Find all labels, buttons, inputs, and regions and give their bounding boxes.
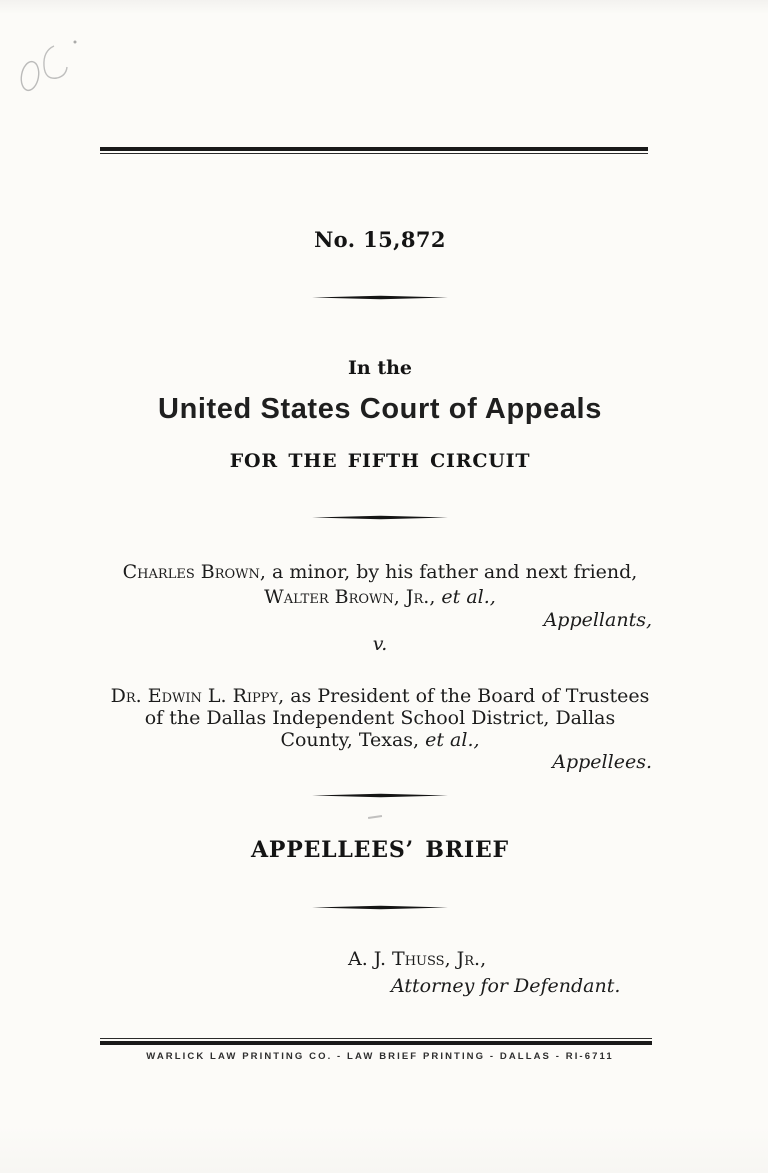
court-circuit: FOR THE FIFTH CIRCUIT <box>229 450 531 472</box>
text-segment: Charles Brown <box>122 561 260 583</box>
text-segment: of the Dallas Independent School District, Dallas <box>144 707 616 729</box>
printer-credit: WARLICK LAW PRINTING CO. - LAW BRIEF PRINTING - DALLAS - RI-6711 <box>146 1051 614 1062</box>
appellees-caption-line <box>100 685 660 708</box>
text-segment: , a minor, by his father and next friend, <box>259 561 638 583</box>
footer-double-rule <box>100 1038 652 1045</box>
tapered-separator-rule <box>312 515 448 520</box>
text-segment: Dr. Edwin L. Rippy <box>110 685 279 707</box>
court-intro: In the <box>348 357 412 379</box>
appellants-designation: Appellants, <box>543 609 652 631</box>
appellants-caption-line <box>100 586 660 609</box>
attorney-name <box>348 948 486 970</box>
tapered-separator-rule <box>312 295 448 300</box>
text-segment: et al., <box>441 586 496 608</box>
tapered-separator-rule <box>312 905 448 910</box>
text-segment: et al., <box>425 729 480 751</box>
appellants-caption-line <box>100 561 660 584</box>
scan-artifact <box>368 815 382 819</box>
text-segment: A. J. Thuss, Jr., <box>348 948 487 970</box>
double-rule-thick-line <box>100 1041 652 1044</box>
versus-label: v. <box>372 633 388 655</box>
appellees-caption-line <box>100 707 660 730</box>
appellees-caption-line <box>100 729 660 752</box>
court-name: United States Court of Appeals <box>158 393 602 425</box>
pencil-annotation <box>8 30 94 100</box>
brief-title: APPELLEES’ BRIEF <box>251 837 509 863</box>
text-segment: Walter Brown, Jr., <box>264 586 436 608</box>
text-segment: , as President of the Board of Trustees <box>278 685 650 707</box>
case-number: No. 15,872 <box>314 227 446 252</box>
attorney-role: Attorney for Defendant. <box>391 975 621 997</box>
tapered-separator-rule <box>312 793 448 798</box>
double-rule-thin-line <box>100 153 648 154</box>
top-double-rule <box>100 147 648 154</box>
appellees-designation: Appellees. <box>552 751 652 773</box>
text-segment: County, Texas, <box>280 729 426 751</box>
